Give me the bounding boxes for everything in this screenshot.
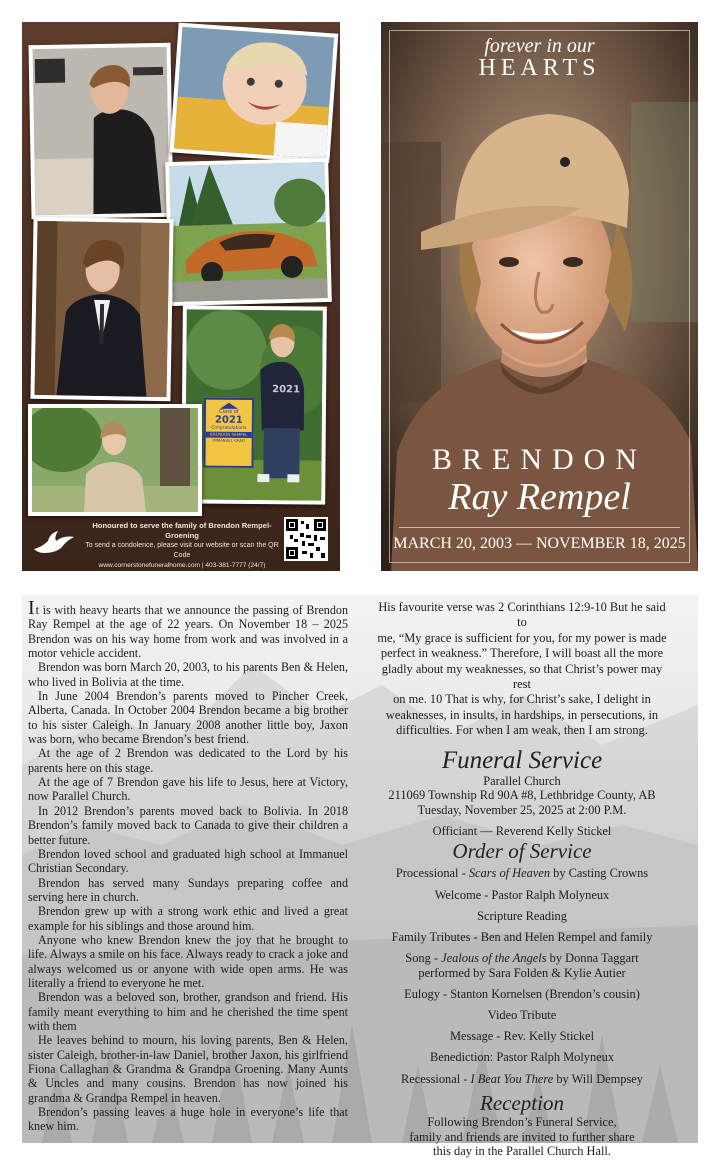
photo-desk <box>28 43 173 219</box>
oos-song: Song - Jealous of the Angels by Donna Taggart <box>405 951 639 966</box>
grad-sign <box>203 398 254 468</box>
obituary-paragraph: Brendon’s passing leaves a huge hole in everyone’s life that knew him. <box>28 1105 348 1134</box>
obituary-paragraph: In 2012 Brendon’s parents moved back to Bolivia. In 2018 Brendon’s family moved back to Canada to give their children a better future. <box>28 803 348 847</box>
funeral-service-heading: Funeral Service <box>441 746 603 774</box>
obituary-paragraph: Brendon grew up with a strong work ethic and lived a great example for his siblings and those around him. <box>28 904 348 933</box>
tagline-caps: HEARTS <box>478 55 601 81</box>
obituary-paragraph: Brendon was a beloved son, brother, grandson and friend. His family meant everything to him and he cherished the time spent with them <box>28 990 348 1033</box>
service-datetime: Tuesday, November 25, 2025 at 2:00 P.M. <box>417 802 627 817</box>
oos-eulogy: Eulogy - Stanton Kornelsen (Brendon’s cousin) <box>404 986 640 1001</box>
obituary-paragraph: He leaves behind to mourn, his loving parents, Ben & Helen, sister Caleigh, brother-in-law Daniel, brother Jaxon, his girlfriend Fiona Callaghan & Grandma & Grandpa Groening. Many Aunts & Uncles and many cousins. Brendon has now joined his grandma & Grandpa Rempel in heaven. <box>28 1033 348 1105</box>
shirt-text: 2021 <box>272 384 301 396</box>
reception-heading: Reception <box>480 1091 564 1116</box>
service-address: 211069 Township Rd 90A #8, Lethbridge County, AB <box>388 788 656 803</box>
qr-code[interactable] <box>284 517 328 561</box>
oos-scripture: Scripture Reading <box>477 908 567 923</box>
service-column <box>372 600 672 1158</box>
favourite-verse: His favourite verse was 2 Corinthians 12:9-10 But he said to me, “My grace is sufficient for you, for my power is made perfect in weakness.” Therefore, I will boast all the more gladly about my weaknesses, so that Christ’s power may rest on me. 10 That is why, for Christ’s sake, I delight in weaknesses, in insults, in hardships, in persecutions, in difficulties. For when I am weak, then I am strong. <box>377 600 667 738</box>
oos-processional: Processional - Scars of Heaven by Casting Crowns <box>395 866 649 881</box>
footer-condolence-line: To send a condolence, please visit our website or scan the QR Code <box>85 542 279 559</box>
footer-website-line[interactable]: www.cornerstonefuneralhome.com | 403-381-7777 (24/7) <box>98 562 266 569</box>
service-venue: Parallel Church <box>483 773 561 788</box>
obituary-paragraph: At the age of 7 Brendon gave his life to Jesus, here at Victory, now Parallel Church. <box>28 775 348 804</box>
oos-tributes: Family Tributes - Ben and Helen Rempel and family <box>391 929 653 944</box>
oos-song-performers: performed by Sara Folden & Kylie Autier <box>418 965 626 980</box>
tagline-script: forever in our <box>484 35 595 57</box>
dove-icon <box>32 527 76 557</box>
photo-suit <box>30 217 173 401</box>
footer-honoured-line: Honoured to serve the family of Brendon Rempel-Groening <box>92 521 272 540</box>
memorial-portrait <box>381 22 698 571</box>
obituary-paragraph: It is with heavy hearts that we announce the passing of Brendon Ray Rempel at the age of 22 years. On November 18 – 2025 Brendon was on his way home from work and was involved in a motor vehicle accident. <box>28 597 348 661</box>
photo-car <box>165 158 332 306</box>
oos-welcome: Welcome - Pastor Ralph Molyneux <box>434 887 610 902</box>
reception-line-1: Following Brendon’s Funeral Service, <box>427 1115 617 1130</box>
sign-year: 2021 <box>214 414 243 426</box>
obituary-paragraph: Brendon loved school and graduated high school at Immanuel Christian Secondary. <box>28 846 348 876</box>
sign-congrats: Congratulations <box>211 425 247 431</box>
oos-recessional: Recessional - I Beat You There by Will Dempsey <box>400 1071 644 1086</box>
obituary-paragraph: Brendon was born March 20, 2003, to his parents Ben & Helen, who lived in Bolivia at the time. <box>28 660 348 689</box>
obituary-paragraph: In June 2004 Brendon’s parents moved to Pincher Creek, Alberta, Canada. In October 2004 Brendon became a big brother to his sister Caleigh. In January 2008 another little boy, Jaxon was born, who became Brendon’s best friend. <box>28 689 348 747</box>
sign-name: BRENDON REMPEL <box>206 432 252 438</box>
middle-last-name: Ray Rempel <box>448 476 631 518</box>
photo-baby <box>170 23 339 164</box>
photo-collage <box>22 22 340 571</box>
sign-school: IMMANUEL GRAD <box>212 437 245 443</box>
obituary-paragraph: At the age of 2 Brendon was dedicated to the Lord by his parents here on this stage. <box>28 746 348 775</box>
oos-video: Video Tribute <box>487 1007 557 1022</box>
drop-cap: I <box>28 597 35 619</box>
dates-divider <box>399 527 680 528</box>
reception-line-3: this day in the Parallel Church Hall. <box>433 1143 611 1158</box>
oos-message: Message - Rev. Kelly Stickel <box>449 1029 595 1044</box>
service-officiant: Officiant — Reverend Kelly Stickel <box>432 823 612 838</box>
obituary-paragraph: Anyone who knew Brendon knew the joy that he brought to life. Always a smile on his face. Always ready to crack a joke and always welcomed us or anyone with wide open arms. He was literally a friend to everyone he met. <box>28 932 348 990</box>
funeral-home-footer <box>30 517 332 569</box>
order-of-service-heading: Order of Service <box>452 839 592 864</box>
photo-hoodie <box>28 404 202 516</box>
photo-graduation <box>181 305 327 504</box>
obituary-paragraph: Brendon has served many Sundays preparing coffee and serving here in church. <box>28 875 348 904</box>
first-name: BRENDON <box>431 443 647 476</box>
reception-line-2: family and friends are invited to further share <box>409 1129 635 1144</box>
life-dates: MARCH 20, 2003 — NOVEMBER 18, 2025 <box>393 535 686 552</box>
sign-class-of: Class of <box>219 408 239 415</box>
obituary-text <box>28 597 348 1134</box>
oos-benediction: Benediction: Pastor Ralph Molyneux <box>429 1050 615 1065</box>
